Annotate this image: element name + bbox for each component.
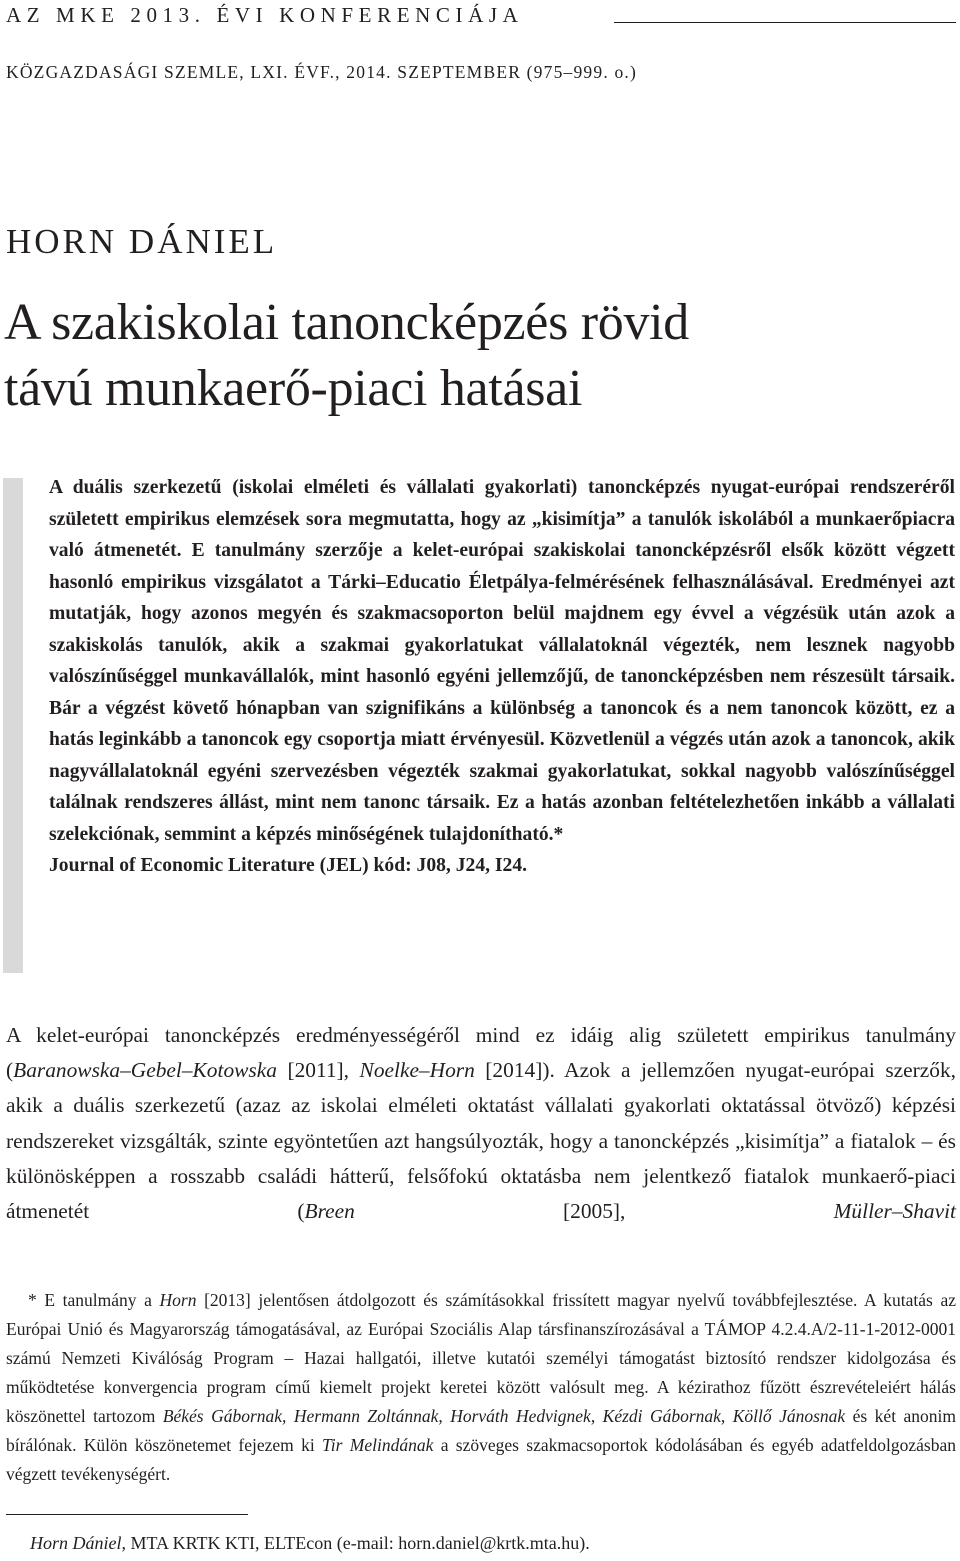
series-header: [6, 2, 956, 32]
footnote-tir-melinda: Tir Melindának: [322, 1435, 434, 1455]
abstract-bar: [3, 478, 23, 973]
citation-breen: Breen: [304, 1199, 355, 1224]
affiliation-rule: [6, 1514, 248, 1515]
body-text-run: [2005],: [354, 1199, 834, 1224]
body-text: [6, 1018, 956, 1229]
series-title: AZ MKE 2013. ÉVI KONFERENCIÁJA: [6, 3, 524, 27]
author-affiliation: [30, 1531, 590, 1555]
journal-citation: KÖZGAZDASÁGI SZEMLE, LXI. ÉVF., 2014. SZEPTEMBER (975–999. o.): [6, 62, 638, 82]
series-rule: [614, 22, 956, 23]
footnote-run: a szöveges szakmacsoportok kódolásában és egyéb adatfeldolgozásban végzett tevékenységért.: [6, 1435, 956, 1484]
footnote-run: * E tanulmány a: [28, 1290, 160, 1310]
article-title: [4, 290, 689, 422]
footnote-text: [6, 1286, 956, 1489]
affiliation-name: Horn Dániel: [30, 1533, 122, 1553]
citation-baranowska: Baranowska–Gebel–Kotowska: [13, 1058, 277, 1083]
body-text-run: A kelet-európai tanoncképzés eredményességéről mind ez idáig alig született empirikus tanulmány (: [6, 1023, 956, 1083]
body-text-run: [2014]). Azok a jellemzően nyugat-európai szerzők, akik a duális szerkezetű (azaz az iskolai elméleti oktatást vállalati gyakorlati oktatással ötvöző) képzési rendszereket vizsgálták, szinte egyöntetűen azt hangsúlyozták, hogy a tanoncképzés „kisimítja” a fiatalok – és különösképpen a rosszabb családi hátterű, felsőfokú oktatásba nem jelentkező fiatalok munkaerő-piaci átmenetét (: [6, 1058, 956, 1224]
author-name: HORN DÁNIEL: [6, 222, 278, 261]
abstract-text: A duális szerkezetű (iskolai elméleti és vállalati gyakorlati) tanoncképzés nyugat-európai rendszeréről született empirikus elemzések sora megmutatta, hogy az „kisimítja” a tanulók iskolából a munkaerőpiacra való átmenetét. E tanulmány szerzője a kelet-európai szakiskolai tanoncképzésről elsők között végzett hasonló empirikus vizsgálatot a Tárki–Educatio Életpálya-felmérésének felhasználásával. Eredményei azt mutatják, hogy azonos megyén és szakmacsoporton belül majdnem egy évvel a végzésük után azok a szakiskolás tanulók, akik a szakmai gyakorlatukat vállalatoknál végezték, nem lesznek nagyobb valószínűséggel munkavállalók, mint hasonló egyéni jellemzőjű, de tanoncképzésben nem részesült társaik. Bár a végzést követő hónapban van szignifikáns a különbség a tanoncok és a nem tanoncok között, ez a hatás leginkább a tanoncok egy csoportja miatt érvényesül. Közvetlenül a végzés után azok a tanoncok, akik nagyvállalatoknál egyéni szervezésben végezték szakmai gyakorlatukat, sokkal nagyobb valószínűséggel találnak rendszeres állást, mint nem tanonc társaik. Ez a hatás azonban feltételezhetően inkább a vállalati szelekciónak, semmint a képzés minőségének tulajdonítható.*: [49, 477, 955, 845]
jel-codes: Journal of Economic Literature (JEL) kód: J08, J24, I24.: [49, 855, 528, 876]
footnote: [6, 1286, 956, 1489]
title-line-2: távú munkaerő-piaci hatásai: [4, 360, 583, 417]
body-text-run: [2011],: [276, 1058, 360, 1083]
footnote-run: [2013] jelentősen átdolgozott és számításokkal frissített magyar nyelvű továbbfejlesztése. A kutatás az Európai Unió és Magyarország támogatásával, az Európai Szociális Alap társfinanszírozásával a TÁMOP 4.2.4.A/2-11-1-2012-0001 számú Nemzeti Kiválóság Program – Hazai hallgatói, illetve kutatói személyi támogatást biztosító rendszer kidolgozása és működtetése konvergencia program című kiemelt projekt keretei között valósult meg. A kézirathoz fűzött észrevételeiért hálás köszönettel tartozom: [6, 1290, 957, 1426]
footnote-thanks-names: Békés Gábornak, Hermann Zoltánnak, Horváth Hedvignek, Kézdi Gábornak, Köllő Jánosnak: [162, 1406, 846, 1426]
affiliation-details: , MTA KRTK KTI, ELTEcon (e-mail: horn.daniel@krtk.mta.hu).: [121, 1533, 590, 1553]
body-paragraph: [6, 1018, 956, 1229]
title-line-1: A szakiskolai tanoncképzés rövid: [4, 294, 689, 351]
footnote-horn: Horn: [159, 1290, 197, 1310]
footnote-run: és két anonim bírálónak. Külön köszönetemet fejezem ki: [6, 1406, 957, 1455]
citation-muller-shavit: Müller–Shavit: [833, 1199, 956, 1224]
citation-noelke-horn: Noelke–Horn: [359, 1058, 475, 1083]
abstract: [49, 472, 955, 882]
